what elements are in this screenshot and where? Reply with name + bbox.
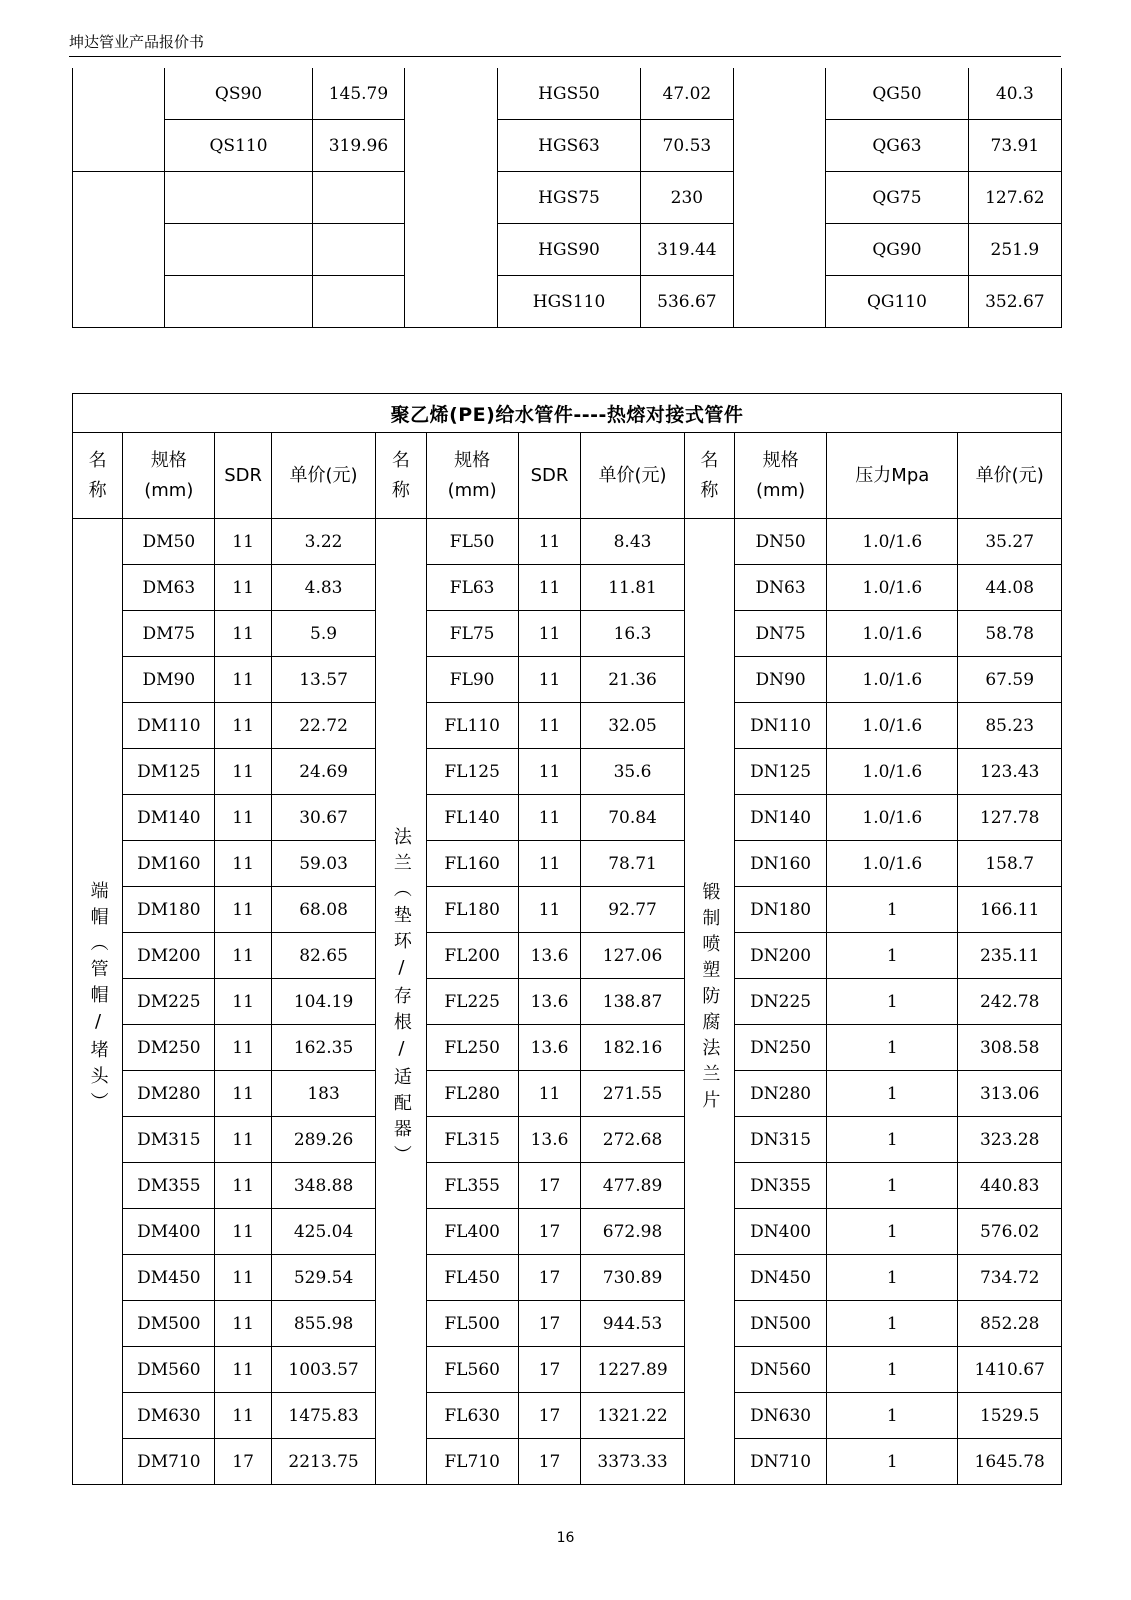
table-cell: 104.19	[271, 979, 376, 1025]
table-cell: DM180	[123, 887, 215, 933]
table-row	[73, 749, 1062, 795]
table-cell: 1	[827, 1025, 958, 1071]
table-cell: 1410.67	[958, 1347, 1062, 1393]
table-cell: DM75	[123, 611, 215, 657]
table-cell: 35.27	[958, 519, 1062, 565]
table-cell: FL250	[426, 1025, 518, 1071]
table-cell: 11	[215, 1347, 271, 1393]
table-cell: 13.6	[518, 1025, 581, 1071]
table-cell: 17	[518, 1439, 581, 1485]
table-cell: 35.6	[581, 749, 685, 795]
table-cell: 1475.83	[271, 1393, 376, 1439]
table-cell: 576.02	[958, 1209, 1062, 1255]
table-cell: 5.9	[271, 611, 376, 657]
table-cell: 30.67	[271, 795, 376, 841]
table-cell: DM400	[123, 1209, 215, 1255]
table-cell: 68.08	[271, 887, 376, 933]
table-cell: 242.78	[958, 979, 1062, 1025]
table-cell: DM200	[123, 933, 215, 979]
table-cell: FL90	[426, 657, 518, 703]
table-cell: DM125	[123, 749, 215, 795]
header-price-1: 单价(元)	[271, 433, 376, 519]
table-cell: 11	[215, 1025, 271, 1071]
table-cell: 13.57	[271, 657, 376, 703]
table-cell: 1	[827, 979, 958, 1025]
table-cell: DM140	[123, 795, 215, 841]
table-cell: 16.3	[581, 611, 685, 657]
table-cell: 17	[518, 1255, 581, 1301]
table-cell: FL225	[426, 979, 518, 1025]
table-cell: DN630	[734, 1393, 826, 1439]
table-cell: 1	[827, 1117, 958, 1163]
table-cell: 70.84	[581, 795, 685, 841]
table-row	[73, 1301, 1062, 1347]
table-cell: FL560	[426, 1347, 518, 1393]
table-row	[73, 172, 1062, 224]
table-cell: 319.44	[640, 224, 733, 276]
table-cell: 852.28	[958, 1301, 1062, 1347]
table-cell: HGS50	[498, 68, 640, 120]
table-cell: DN450	[734, 1255, 826, 1301]
table-cell: 235.11	[958, 933, 1062, 979]
table-cell: DM63	[123, 565, 215, 611]
header-spec-3: 规格 (mm)	[734, 433, 826, 519]
table-cell: DN50	[734, 519, 826, 565]
table-cell: 536.67	[640, 276, 733, 328]
table-cell: 11	[518, 795, 581, 841]
group-name-text: 锻制喷塑防腐法兰片	[699, 882, 721, 1116]
table-cell: 1321.22	[581, 1393, 685, 1439]
table-cell: 944.53	[581, 1301, 685, 1347]
table-cell: FL630	[426, 1393, 518, 1439]
table-cell: 1645.78	[958, 1439, 1062, 1485]
group-name-text: 端帽︵管帽/堵头︶	[87, 880, 109, 1118]
table-cell: DN225	[734, 979, 826, 1025]
header-spec-1: 规格 (mm)	[123, 433, 215, 519]
table-cell: HGS90	[498, 224, 640, 276]
table-cell: 272.68	[581, 1117, 685, 1163]
table-cell: 855.98	[271, 1301, 376, 1347]
table-cell: 11	[215, 565, 271, 611]
table-cell: 11	[518, 657, 581, 703]
table-cell: DN560	[734, 1347, 826, 1393]
page-number: 16	[556, 1530, 575, 1546]
table-cell: QS90	[165, 68, 313, 120]
table-row	[73, 276, 1062, 328]
table-row	[73, 1209, 1062, 1255]
table-cell: 11	[518, 565, 581, 611]
table-cell: 11	[215, 1209, 271, 1255]
table-cell: DN63	[734, 565, 826, 611]
table-cell: 70.53	[640, 120, 733, 172]
table-cell	[405, 68, 498, 328]
table-cell: QG110	[826, 276, 968, 328]
table-cell: 529.54	[271, 1255, 376, 1301]
table-cell: 1.0/1.6	[827, 657, 958, 703]
table-cell: 289.26	[271, 1117, 376, 1163]
table-cell: 1	[827, 1163, 958, 1209]
table-row	[73, 519, 1062, 565]
header-sdr-2: SDR	[518, 433, 581, 519]
table-cell: 13.6	[518, 1117, 581, 1163]
table-cell: DM355	[123, 1163, 215, 1209]
table-cell: FL200	[426, 933, 518, 979]
table-cell: 17	[518, 1209, 581, 1255]
table-cell: FL63	[426, 565, 518, 611]
table-cell: FL280	[426, 1071, 518, 1117]
table-cell: 230	[640, 172, 733, 224]
table-row	[73, 795, 1062, 841]
table-cell: 11	[215, 933, 271, 979]
table-cell: 78.71	[581, 841, 685, 887]
table-cell: 21.36	[581, 657, 685, 703]
table-cell: 352.67	[968, 276, 1061, 328]
table-cell: DM225	[123, 979, 215, 1025]
table-cell: 1	[827, 1209, 958, 1255]
table-row	[73, 887, 1062, 933]
table-row	[73, 703, 1062, 749]
table-cell: 11	[518, 703, 581, 749]
table-cell: 162.35	[271, 1025, 376, 1071]
table-cell: FL110	[426, 703, 518, 749]
table-cell: FL180	[426, 887, 518, 933]
table-cell: 138.87	[581, 979, 685, 1025]
table-cell	[165, 276, 313, 328]
table-cell: FL710	[426, 1439, 518, 1485]
header-price-2: 单价(元)	[581, 433, 685, 519]
table-cell: 67.59	[958, 657, 1062, 703]
table-cell: FL140	[426, 795, 518, 841]
table-cell: 308.58	[958, 1025, 1062, 1071]
table-row	[73, 841, 1062, 887]
table-row	[73, 1255, 1062, 1301]
table-cell: DN400	[734, 1209, 826, 1255]
table-cell: 13.6	[518, 979, 581, 1025]
table-cell: FL500	[426, 1301, 518, 1347]
table-cell: FL355	[426, 1163, 518, 1209]
table-cell: FL160	[426, 841, 518, 887]
table-cell: 11	[215, 1117, 271, 1163]
table-cell: FL450	[426, 1255, 518, 1301]
table-cell: QG75	[826, 172, 968, 224]
table-title: 聚乙烯(PE)给水管件----热熔对接式管件	[73, 394, 1062, 433]
table-cell: 348.88	[271, 1163, 376, 1209]
table-cell: 11	[215, 1163, 271, 1209]
table-cell: 672.98	[581, 1209, 685, 1255]
table-cell: DM450	[123, 1255, 215, 1301]
header-sdr-1: SDR	[215, 433, 271, 519]
table-cell: 17	[518, 1163, 581, 1209]
table-cell: 17	[518, 1347, 581, 1393]
table-cell: 11	[215, 1393, 271, 1439]
header-name-2: 名 称	[376, 433, 426, 519]
table-cell: 1003.57	[271, 1347, 376, 1393]
table-cell: 17	[215, 1439, 271, 1485]
table-cell	[165, 224, 313, 276]
table-row	[73, 565, 1062, 611]
table-cell: 183	[271, 1071, 376, 1117]
table-row	[73, 979, 1062, 1025]
table-row	[73, 611, 1062, 657]
table-cell: 1529.5	[958, 1393, 1062, 1439]
table-cell: FL125	[426, 749, 518, 795]
table-cell: 477.89	[581, 1163, 685, 1209]
table-cell: 82.65	[271, 933, 376, 979]
table-cell: 11	[215, 749, 271, 795]
group-name-text: 法兰︵垫环/存根/适配器︶	[390, 827, 412, 1171]
table-cell: 11	[518, 1071, 581, 1117]
table-cell: DN355	[734, 1163, 826, 1209]
table-cell	[734, 68, 826, 328]
table-cell: QG63	[826, 120, 968, 172]
main-price-table	[72, 393, 1062, 1485]
table-cell: 313.06	[958, 1071, 1062, 1117]
table-cell: DM50	[123, 519, 215, 565]
table-cell: DM160	[123, 841, 215, 887]
table-cell: 1	[827, 1393, 958, 1439]
table-cell: 425.04	[271, 1209, 376, 1255]
table-cell: 11	[215, 979, 271, 1025]
table-cell: 17	[518, 1301, 581, 1347]
table-cell: 22.72	[271, 703, 376, 749]
table-cell: DN75	[734, 611, 826, 657]
table-cell: DN710	[734, 1439, 826, 1485]
header-name-3: 名 称	[684, 433, 734, 519]
group-name-3	[684, 519, 734, 1485]
table-cell: DN160	[734, 841, 826, 887]
table-cell: 11	[215, 519, 271, 565]
table-row	[73, 1117, 1062, 1163]
table-cell: DM500	[123, 1301, 215, 1347]
table-cell: 58.78	[958, 611, 1062, 657]
table-row	[73, 1025, 1062, 1071]
table-row	[73, 120, 1062, 172]
table-cell: 11	[215, 1071, 271, 1117]
table-cell: DN250	[734, 1025, 826, 1071]
table-cell: 47.02	[640, 68, 733, 120]
table-cell: DN90	[734, 657, 826, 703]
table-cell: DM630	[123, 1393, 215, 1439]
page-header	[69, 31, 1061, 57]
table-cell: FL315	[426, 1117, 518, 1163]
table-row	[73, 224, 1062, 276]
table-cell: 32.05	[581, 703, 685, 749]
table-cell: 440.83	[958, 1163, 1062, 1209]
table-row	[73, 933, 1062, 979]
table-cell: 11	[215, 1255, 271, 1301]
table-cell: 11	[215, 703, 271, 749]
table-cell: 1	[827, 887, 958, 933]
table-cell: DN280	[734, 1071, 826, 1117]
table-cell: 24.69	[271, 749, 376, 795]
table-cell: 1.0/1.6	[827, 795, 958, 841]
table-cell	[312, 172, 404, 224]
table-cell: 11	[518, 841, 581, 887]
table-cell: FL400	[426, 1209, 518, 1255]
table-cell: 1227.89	[581, 1347, 685, 1393]
table-cell: 127.06	[581, 933, 685, 979]
table-cell: 11	[518, 887, 581, 933]
table-cell: 1.0/1.6	[827, 565, 958, 611]
table-cell: 11	[215, 611, 271, 657]
table-cell: 11	[215, 887, 271, 933]
table-cell: 17	[518, 1393, 581, 1439]
table-cell: 158.7	[958, 841, 1062, 887]
table-cell: 11.81	[581, 565, 685, 611]
table-cell: 1.0/1.6	[827, 611, 958, 657]
table-row	[73, 1393, 1062, 1439]
table-row	[73, 657, 1062, 703]
table-cell: FL50	[426, 519, 518, 565]
table-cell: DM560	[123, 1347, 215, 1393]
table-cell: 44.08	[958, 565, 1062, 611]
table-cell: 319.96	[312, 120, 404, 172]
header-title: 坤达管业产品报价书	[69, 33, 205, 51]
table-cell: DN315	[734, 1117, 826, 1163]
group-name-2	[376, 519, 426, 1485]
header-name-1: 名 称	[73, 433, 123, 519]
table-cell: 127.62	[968, 172, 1061, 224]
table-cell: 1.0/1.6	[827, 519, 958, 565]
table-cell: 271.55	[581, 1071, 685, 1117]
table-cell: 1	[827, 1347, 958, 1393]
table-cell: DM315	[123, 1117, 215, 1163]
table-cell: 251.9	[968, 224, 1061, 276]
table-cell: DN125	[734, 749, 826, 795]
table-cell: DN140	[734, 795, 826, 841]
table-cell	[165, 172, 313, 224]
table-cell: 11	[215, 795, 271, 841]
table-cell: HGS110	[498, 276, 640, 328]
table-row	[73, 1439, 1062, 1485]
table-cell	[73, 68, 165, 172]
table-cell: 4.83	[271, 565, 376, 611]
table-cell: 127.78	[958, 795, 1062, 841]
table-cell: QG50	[826, 68, 968, 120]
table-cell: 734.72	[958, 1255, 1062, 1301]
group-name-1	[73, 519, 123, 1485]
table-cell: DM250	[123, 1025, 215, 1071]
table-cell: 11	[518, 611, 581, 657]
table-cell: 1.0/1.6	[827, 703, 958, 749]
table-cell: 59.03	[271, 841, 376, 887]
table-cell: 3.22	[271, 519, 376, 565]
table-cell: 1.0/1.6	[827, 749, 958, 795]
table-cell: 123.43	[958, 749, 1062, 795]
table-cell: 1	[827, 1439, 958, 1485]
table-cell: 1	[827, 1255, 958, 1301]
table-cell	[312, 224, 404, 276]
table-row	[73, 68, 1062, 120]
table-cell	[312, 276, 404, 328]
table-cell: 145.79	[312, 68, 404, 120]
table-cell: 2213.75	[271, 1439, 376, 1485]
table-cell: 73.91	[968, 120, 1061, 172]
table-cell: DN200	[734, 933, 826, 979]
table-row	[73, 1347, 1062, 1393]
table-cell: DN500	[734, 1301, 826, 1347]
table-cell: DM90	[123, 657, 215, 703]
table-cell: 1	[827, 933, 958, 979]
table-cell: DM710	[123, 1439, 215, 1485]
header-pressure: 压力Mpa	[827, 433, 958, 519]
table-cell: 11	[518, 519, 581, 565]
table-cell: 13.6	[518, 933, 581, 979]
table-cell: 323.28	[958, 1117, 1062, 1163]
table-cell: 40.3	[968, 68, 1061, 120]
table-cell: 11	[215, 657, 271, 703]
table-cell: DN110	[734, 703, 826, 749]
table-cell: 11	[215, 841, 271, 887]
table-cell: 11	[518, 749, 581, 795]
header-price-3: 单价(元)	[958, 433, 1062, 519]
table-cell	[73, 172, 165, 328]
table-cell: DM110	[123, 703, 215, 749]
header-spec-2: 规格 (mm)	[426, 433, 518, 519]
table-cell: HGS75	[498, 172, 640, 224]
table-cell: 8.43	[581, 519, 685, 565]
table-cell: QG90	[826, 224, 968, 276]
table-cell: 85.23	[958, 703, 1062, 749]
table-cell: HGS63	[498, 120, 640, 172]
table-cell: 3373.33	[581, 1439, 685, 1485]
table-cell: DM280	[123, 1071, 215, 1117]
table-cell: FL75	[426, 611, 518, 657]
table-cell: DN180	[734, 887, 826, 933]
table-row	[73, 1071, 1062, 1117]
table-cell: 166.11	[958, 887, 1062, 933]
table-cell: 182.16	[581, 1025, 685, 1071]
top-price-table	[72, 68, 1062, 328]
table-cell: 1	[827, 1071, 958, 1117]
table-cell: 730.89	[581, 1255, 685, 1301]
table-header-row	[73, 433, 1062, 519]
table-cell: QS110	[165, 120, 313, 172]
table-cell: 1.0/1.6	[827, 841, 958, 887]
table-cell: 1	[827, 1301, 958, 1347]
table-cell: 92.77	[581, 887, 685, 933]
table-cell: 11	[215, 1301, 271, 1347]
table-row	[73, 1163, 1062, 1209]
